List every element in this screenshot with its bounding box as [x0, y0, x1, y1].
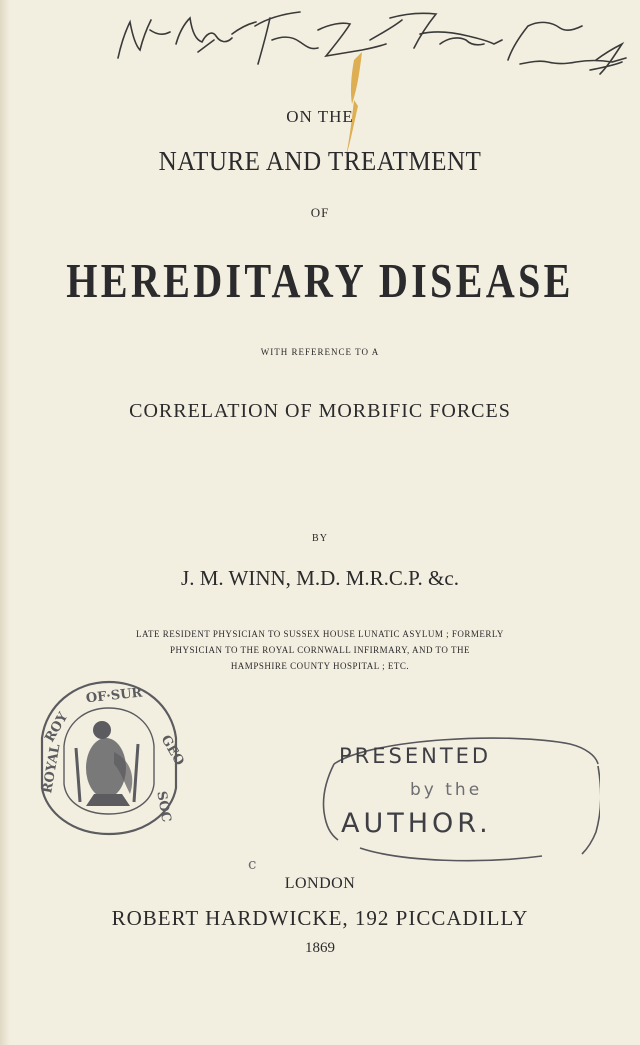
stamp-author-text: AUTHOR.: [341, 808, 492, 839]
credentials-line: PHYSICIAN TO THE ROYAL CORNWALL INFIRMARY, AND TO THE: [170, 645, 470, 655]
subtitle-nature-treatment: NATURE AND TREATMENT: [158, 146, 482, 176]
imprint-year: 1869: [305, 940, 335, 956]
by-line: BY: [312, 533, 328, 544]
svg-text:OF·SUR: OF·SUR: [85, 685, 144, 707]
credentials-line: LATE RESIDENT PHYSICIAN TO SUSSEX HOUSE LUNATIC ASYLUM ; FORMERLY: [136, 629, 504, 639]
svg-text:GEO: GEO: [157, 732, 184, 769]
stamp-presented-text: PRESENTED: [339, 744, 492, 768]
main-title: HEREDITARY DISEASE: [66, 253, 574, 308]
imprint-publisher: ROBERT HARDWICKE, 192 PICCADILLY: [111, 906, 529, 930]
svg-text:ROYAL: ROYAL: [40, 742, 64, 795]
handwritten-inscription: [0, 0, 640, 110]
presented-by-author-stamp: [312, 730, 600, 868]
library-seal-stamp: [34, 678, 184, 843]
of-line: OF: [310, 205, 330, 220]
svg-text:SOC: SOC: [153, 790, 174, 824]
author-name: J. M. WINN, M.D. M.R.C.P. &c.: [181, 566, 459, 590]
with-reference-line: WITH REFERENCE TO A: [260, 347, 380, 357]
author-credentials: [0, 626, 640, 674]
correlation-line: CORRELATION OF MORBIFIC FORCES: [129, 400, 511, 422]
credentials-line: HAMPSHIRE COUNTY HOSPITAL ; ETC.: [230, 661, 410, 671]
svg-text:ROY: ROY: [42, 710, 72, 745]
on-the-line: ON THE: [286, 107, 354, 126]
imprint-place: LONDON: [284, 875, 356, 892]
pencil-mark: c: [248, 855, 257, 873]
stamp-by-the-text: by the: [410, 780, 483, 800]
